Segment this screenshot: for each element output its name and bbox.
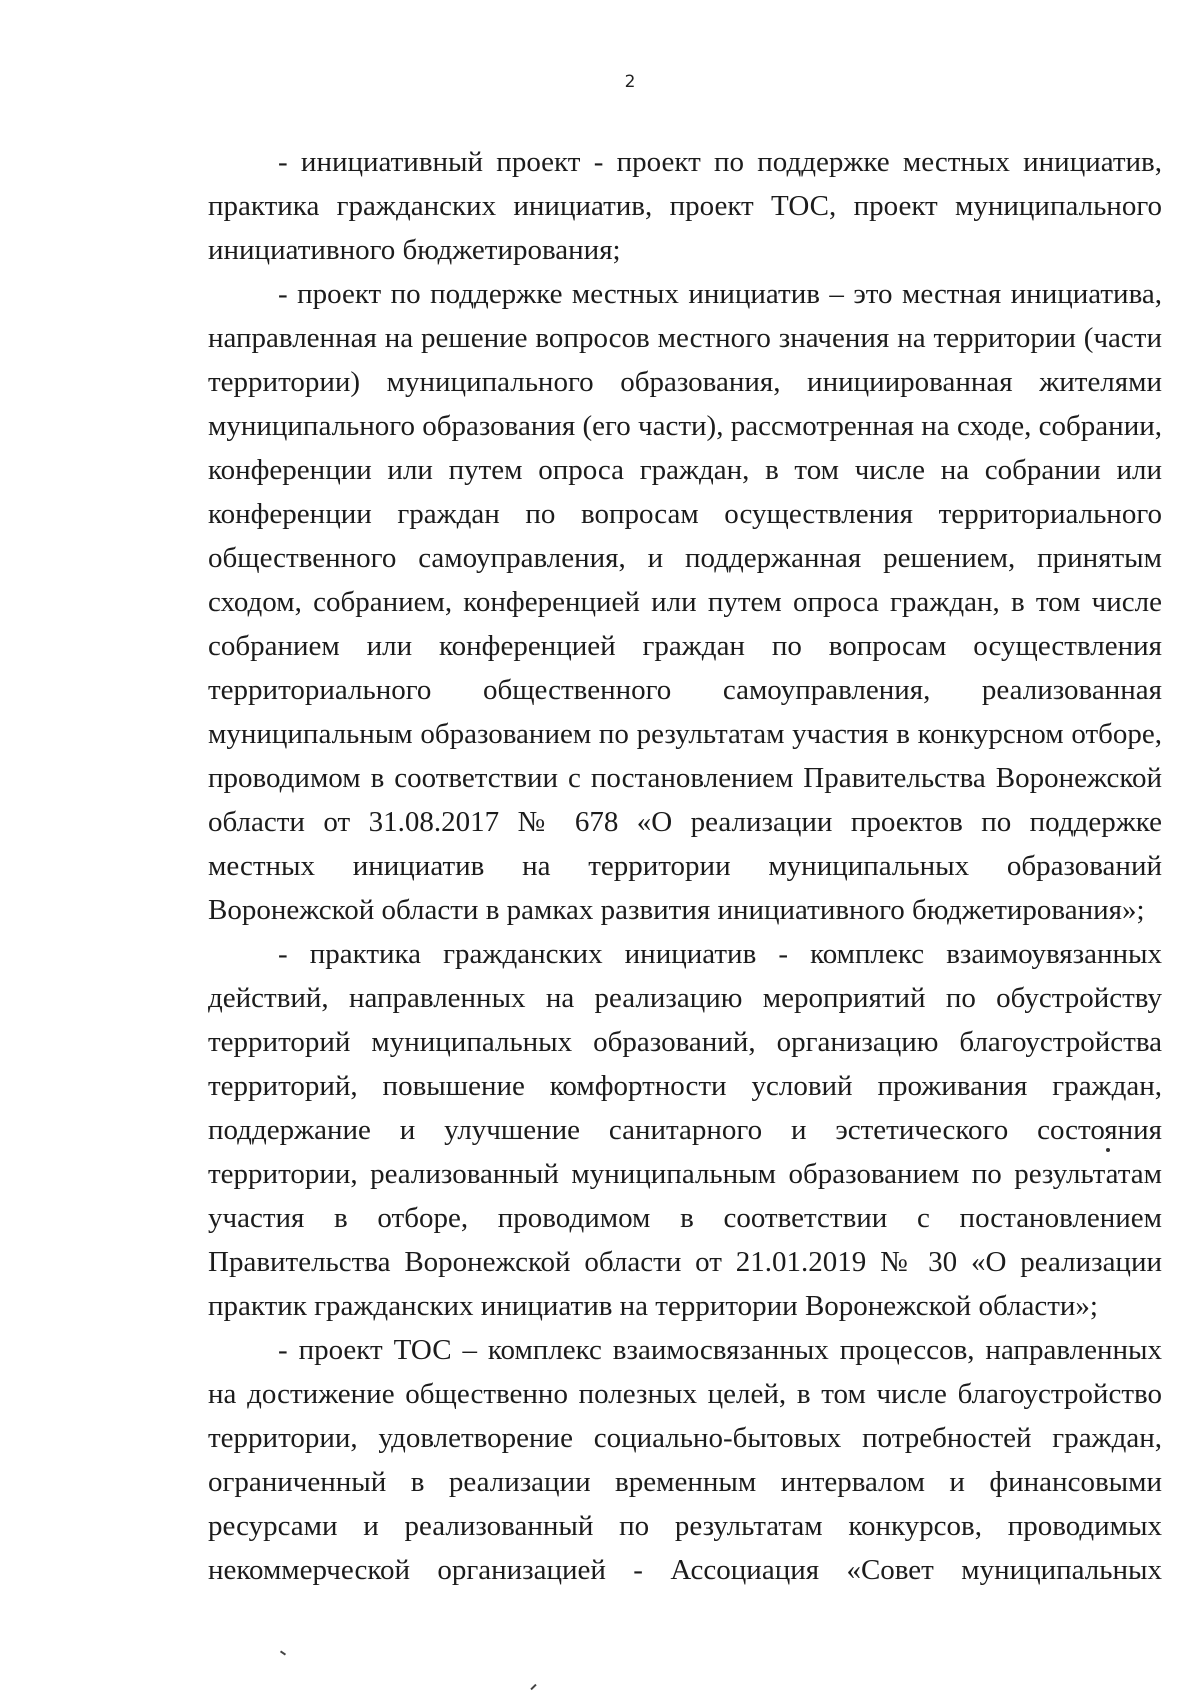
- paragraph-tos-project: - проект ТОС – комплекс взаимосвязанных процессов, направленных на достижение общественно полезных целей, в том числе благоустройство территории, удовлетворение социально-бытовых потребностей граждан, ограниченный в реализации временным интервалом и финансовыми ресурсами и реализованный по результатам конкурсов, проводимых некоммерческой организацией - Ассоциация «Совет муниципальных: [208, 1334, 1162, 1586]
- scan-tick-mark: [530, 1684, 536, 1690]
- page-number: 2: [624, 72, 636, 92]
- paragraph-civic-initiatives-practice: - практика гражданских инициатив - комплекс взаимоувязанных действий, направленных на реализацию мероприятий по обустройству территорий муниципальных образований, организацию благоустройства территорий, повышение комфортности условий проживания граждан, поддержание и улучшение санитарного и эстетического состояния территории, реализованный муниципальным образованием по результатам участия в отборе, проводимом в соответствии с постановлением Правительства Воронежской области от 21.01.2019 № 30 «О реализации практик гражданских инициатив на территории Воронежской области»;: [208, 938, 1162, 1322]
- paragraph-initiative-project: - инициативный проект - проект по поддержке местных инициатив, практика гражданских инициатив, проект ТОС, проект муниципального инициативного бюджетирования;: [208, 146, 1162, 266]
- paragraph-local-initiatives-project: - проект по поддержке местных инициатив – это местная инициатива, направленная на решение вопросов местного значения на территории (части территории) муниципального образования, инициированная жителями муниципального образования (его части), рассмотренная на сходе, собрании, конференции или путем опроса граждан, в том числе на собрании или конференции граждан по вопросам осуществления территориального общественного самоуправления, и поддержанная решением, принятым сходом, собранием, конференцией или путем опроса граждан, в том числе собранием или конференцией граждан по вопросам осуществления территориального общественного самоуправления, реализованная муниципальным образованием по результатам участия в конкурсном отборе, проводимом в соответствии с постановлением Правительства Воронежской области от 31.08.2017 № 678 «О реализации проектов по поддержке местных инициатив на территории муниципальных образований Воронежской области в рамках развития инициативного бюджетирования»;: [208, 278, 1162, 926]
- scan-dot-mark: [1106, 1148, 1110, 1152]
- scan-tick-mark: [280, 1650, 286, 1655]
- document-body: [208, 140, 1162, 1592]
